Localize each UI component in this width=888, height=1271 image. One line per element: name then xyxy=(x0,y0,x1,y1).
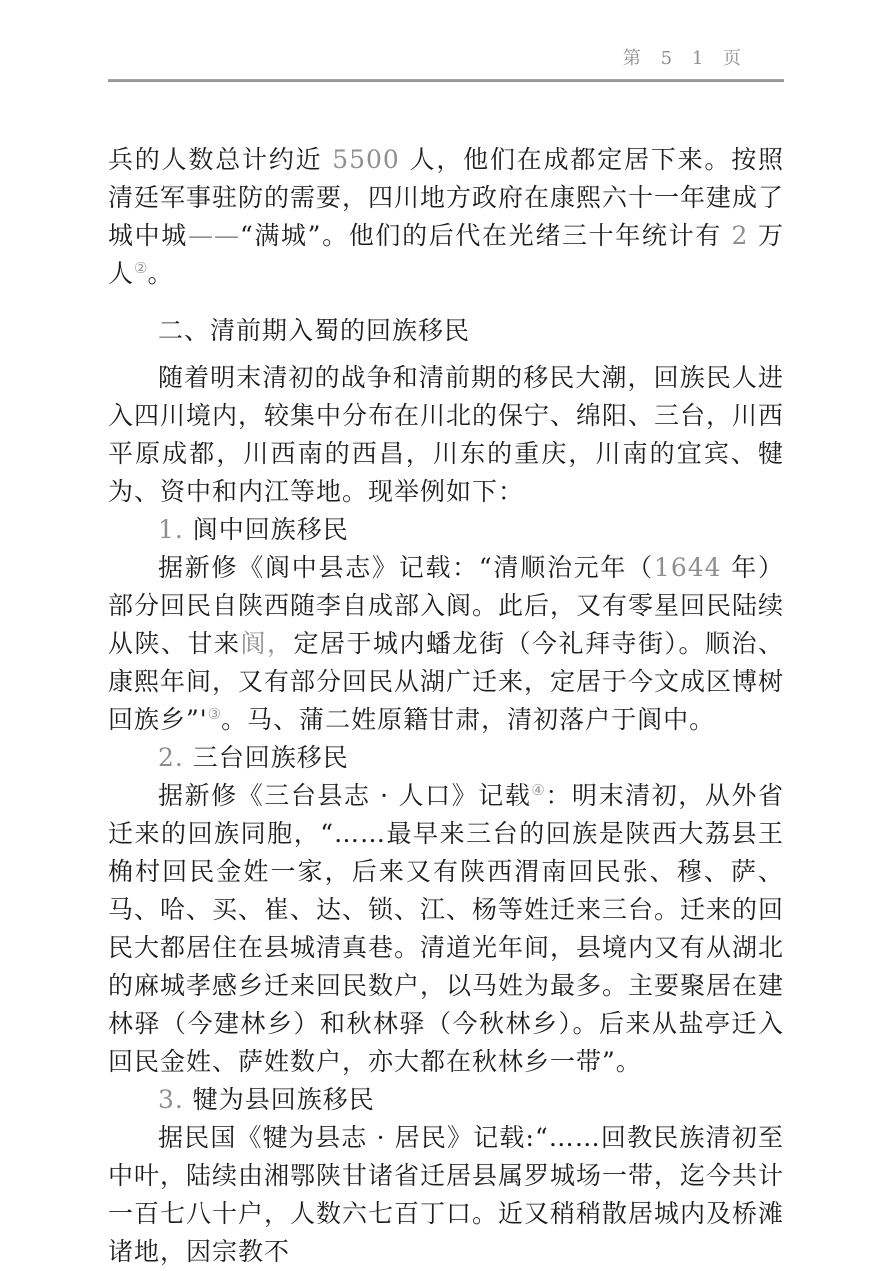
text-segment: 三台回族移民 xyxy=(183,743,349,772)
text-segment: 据民国《犍为县志 · 居民》记载:“……回教民族清初至中叶，陆续由湘鄂陕甘诸省迁居县属罗城场一带，迄今共计一百七八十户，人数六七百丁口。近又稍稍散居城内及桥滩诸地，因宗教不 xyxy=(108,1123,785,1266)
text-segment: 兵的人数总计约近 xyxy=(108,145,333,174)
text-segment: 。 xyxy=(147,259,174,288)
text-segment: 定居于城内蟠龙街（今礼拜寺街）。顺治、康熙年间，又有部分回民从湖广迁来，定居于今文成区博树回族乡”' xyxy=(108,629,785,734)
numbered-subheading xyxy=(108,511,784,549)
text-segment: 随着明末清初的战争和清前期的移民大潮，回族民人进入四川境内，较集中分布在川北的保宁、绵阳、三台，川西平原成都，川西南的西昌，川东的重庆，川南的宜宾、犍为、资中和内江等地。现举例如下： xyxy=(108,363,785,506)
text-segment: 据新修《阆中县志》记载：“清顺治元年（ xyxy=(158,553,654,582)
text-segment: 5500 xyxy=(332,145,400,174)
numbered-subheading xyxy=(108,1081,784,1119)
text-segment: 2 xyxy=(731,221,749,250)
text-segment: 1644 xyxy=(653,553,722,582)
text-segment: 万人 xyxy=(108,221,784,288)
text-segment: 据新修《三台县志 · 人口》记载 xyxy=(158,781,532,810)
body-paragraph xyxy=(108,1119,784,1271)
text-segment: 阆中回族移民 xyxy=(183,515,349,544)
text-segment: 。马、蒲二姓原籍甘肃，清初落户于阆中。 xyxy=(221,705,716,734)
footnote-marker: ④ xyxy=(531,781,546,799)
numbered-subheading xyxy=(108,739,784,777)
text-segment: 3. xyxy=(158,1085,184,1114)
text-segment: 犍为县回族移民 xyxy=(183,1085,375,1114)
body-paragraph xyxy=(108,777,784,1081)
footnote-marker: ② xyxy=(134,259,148,277)
body-paragraph xyxy=(108,141,784,293)
section-heading xyxy=(108,312,784,350)
text-segment: 二、清前期入蜀的回族移民 xyxy=(158,316,471,345)
text-segment: ：明末清初，从外省迁来的回族同胞，“……最早来三台的回族是陕西大荔县王桷村回民金姓一家，后来又有陕西渭南回民张、穆、萨、马、哈、买、崔、达、锁、江、杨等姓迁来三台。迁来的回民大都居住在县城清真巷。清道光年间，县境内又有从湖北的麻城孝感乡迁来回民数户，以马姓为最多。主要聚居在建林驿（今建林乡）和秋林驿（今秋林乡）。后来从盐亭迁入回民金姓、萨姓数户，亦大都在秋林乡一带”。 xyxy=(108,781,785,1076)
text-segment: “满城”。他们的后代在光绪三十年统计有 xyxy=(239,221,732,250)
footnote-marker: ③ xyxy=(207,705,222,723)
header-divider-rule xyxy=(108,79,784,82)
body-paragraph xyxy=(108,359,784,511)
text-segment: 年）部分回民自陕西随李自成部入阆。此后，又有零星回民陆续从陕、甘来 xyxy=(108,553,785,658)
page-number-label: 第 5 1 页 xyxy=(622,48,748,69)
text-segment: 2. xyxy=(158,743,184,772)
body-paragraph xyxy=(108,549,784,739)
text-segment: 1. xyxy=(158,515,184,544)
document-body xyxy=(108,141,784,1271)
text-segment: —— xyxy=(187,221,240,250)
text-segment: 阆， xyxy=(240,629,294,658)
text-segment: 人，他们在成都定居下来。按照清廷军事驻防的需要，四川地方政府在康熙六十一年建成了城中城 xyxy=(108,145,785,250)
